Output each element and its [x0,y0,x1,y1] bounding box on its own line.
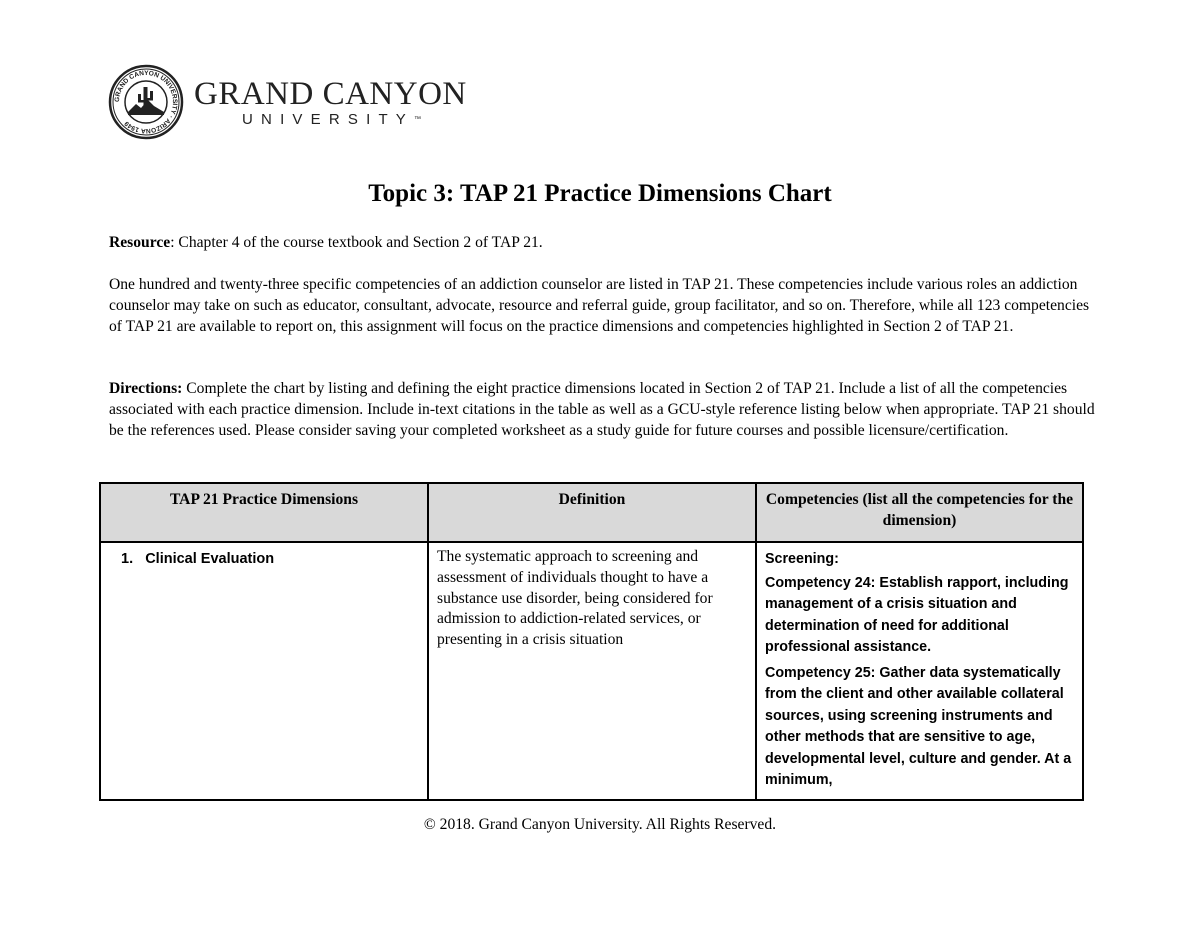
resource-label: Resource [109,234,171,251]
dimension-name: Clinical Evaluation [145,551,275,567]
competency-heading: Screening: [765,551,839,567]
page-title: Topic 3: TAP 21 Practice Dimensions Chart [368,180,832,207]
directions-label: Directions: [109,380,183,397]
directions-text: Complete the chart by listing and defining the eight practice dimensions located in Section 2 of TAP 21. Include a list of all the competencies associated with each practice dimension. Include in-text citations in the table as well as a GCU-style reference listing below when appropriate. TAP 21 should be the references used. Please consider saving your completed worksheet as a study guide for future courses and possible licensure/certification. [109,380,1095,439]
dimension-cell [100,542,428,800]
table-row [100,542,1083,800]
competency-item: Competency 25: Gather data systematically from the client and other available collateral sources, using screening instruments and other methods that are sensitive to age, developmental level, culture and gender. At a minimum, [765,664,1072,788]
competency-item: Competency 24: Establish rapport, including management of a crisis situation and determination of need for additional professional assistance. [765,574,1069,655]
seal-lettering: GRAND CANYON UNIVERSITY · ARIZONA 1949 [113,69,179,135]
resource-paragraph [109,233,1099,254]
resource-text: : Chapter 4 of the course textbook and Section 2 of TAP 21. [170,234,543,251]
copyright-footer: © 2018. Grand Canyon University. All Rights Reserved. [423,816,777,833]
dimension-number: 1. [121,551,134,567]
header-dimensions: TAP 21 Practice Dimensions [100,483,428,542]
header-definition: Definition [428,483,756,542]
practice-dimensions-table [99,482,1084,801]
table-header-row [100,483,1083,542]
directions-paragraph [109,379,1099,441]
trademark-mark: ™ [414,116,422,123]
header-competencies: Competencies (list all the competencies for the dimension) [756,483,1083,542]
intro-paragraph: One hundred and twenty-three specific competencies of an addiction counselor are listed in TAP 21. These competencies include various roles an addiction counselor may take on such as educator, consultant, advocate, resource and referral guide, group facilitator, and so on. Therefore, while all 123 competencies of TAP 21 are available to report on, this assignment will focus on the practice dimensions and competencies highlighted in Section 2 of TAP 21. [109,276,1090,335]
definition-cell: The systematic approach to screening and assessment of individuals thought to have a substance use disorder, being considered for admission to addiction-related services, or presenting in a crisis situation [428,542,756,800]
logo-name: GRAND CANYON [194,76,467,112]
logo-sub: UNIVERSITY [242,111,415,128]
university-seal-icon [108,64,184,140]
gcu-logo [108,64,467,140]
competencies-cell [756,542,1083,800]
